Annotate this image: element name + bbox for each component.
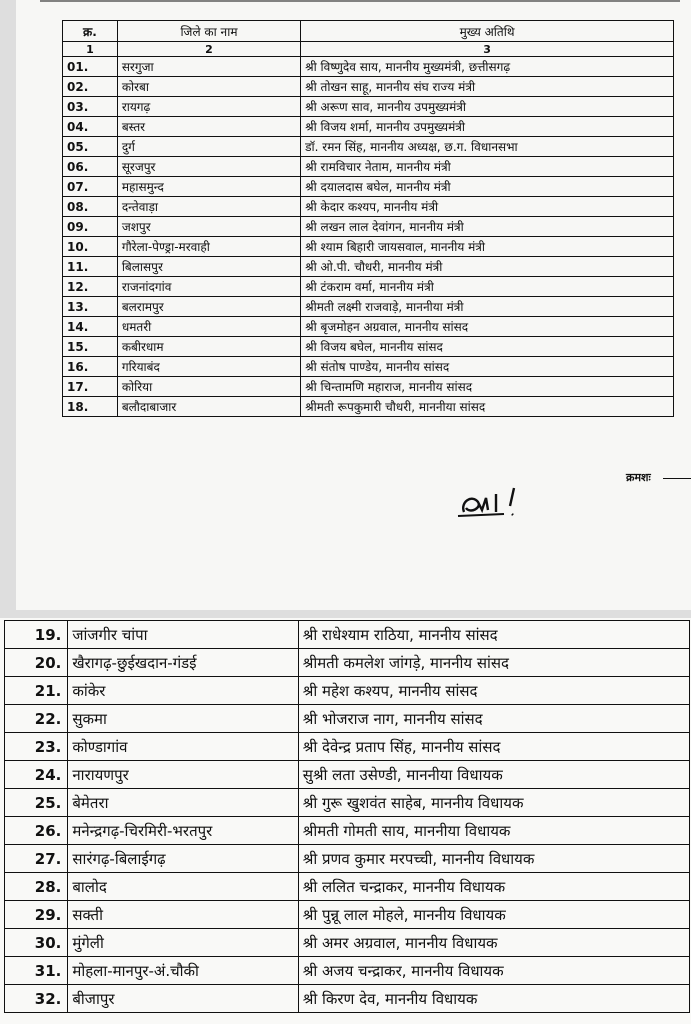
serial-cell: 20.	[5, 649, 68, 677]
district-cell: बलौदाबाजार	[117, 397, 300, 417]
district-cell: सुकमा	[68, 705, 298, 733]
serial-cell: 05.	[63, 137, 118, 157]
district-cell: मनेन्द्रगढ़-चिरमिरी-भरतपुर	[68, 817, 298, 845]
district-cell: रायगढ़	[117, 97, 300, 117]
table-row	[5, 761, 690, 789]
table-body-page-1	[63, 57, 674, 417]
district-cell: बेमेतरा	[68, 789, 298, 817]
district-cell: जांजगीर चांपा	[68, 621, 298, 649]
table-row	[63, 57, 674, 77]
column-number-row	[63, 42, 674, 57]
table-row	[5, 621, 690, 649]
guest-cell: श्री विजय शर्मा, माननीय उपमुख्यमंत्री	[301, 117, 674, 137]
table-row	[63, 197, 674, 217]
district-cell: बालोद	[68, 873, 298, 901]
district-cell: जशपुर	[117, 217, 300, 237]
table-row	[5, 957, 690, 985]
guest-cell: श्री विजय बघेल, माननीय सांसद	[301, 337, 674, 357]
table-row	[5, 817, 690, 845]
serial-cell: 26.	[5, 817, 68, 845]
guest-cell: श्री किरण देव, माननीय विधायक	[298, 985, 689, 1013]
district-cell: कोण्डागांव	[68, 733, 298, 761]
serial-cell: 07.	[63, 177, 118, 197]
guest-cell: श्री राधेश्याम राठिया, माननीय सांसद	[298, 621, 689, 649]
district-cell: कोरिया	[117, 377, 300, 397]
serial-cell: 10.	[63, 237, 118, 257]
district-cell: धमतरी	[117, 317, 300, 337]
serial-cell: 12.	[63, 277, 118, 297]
table-row	[5, 929, 690, 957]
table-row	[63, 377, 674, 397]
district-cell: कबीरधाम	[117, 337, 300, 357]
table-row	[5, 649, 690, 677]
guest-cell: श्री गुरू खुशवंत साहेब, माननीय विधायक	[298, 789, 689, 817]
guest-cell: श्री श्याम बिहारी जायसवाल, माननीय मंत्री	[301, 237, 674, 257]
serial-cell: 02.	[63, 77, 118, 97]
district-cell: मोहला-मानपुर-अं.चौकी	[68, 957, 298, 985]
district-cell: महासमुन्द	[117, 177, 300, 197]
table-row	[63, 137, 674, 157]
guest-cell: सुश्री लता उसेण्डी, माननीया विधायक	[298, 761, 689, 789]
guest-cell: श्री संतोष पाण्डेय, माननीय सांसद	[301, 357, 674, 377]
guest-cell: श्री देवेन्द्र प्रताप सिंह, माननीय सांसद	[298, 733, 689, 761]
table-row	[63, 157, 674, 177]
guest-table-page-2	[4, 620, 690, 1013]
table-row	[63, 357, 674, 377]
serial-cell: 16.	[63, 357, 118, 377]
district-cell: दुर्ग	[117, 137, 300, 157]
table-row	[63, 237, 674, 257]
guest-cell: श्री केदार कश्यप, माननीय मंत्री	[301, 197, 674, 217]
table-row	[5, 705, 690, 733]
guest-cell: श्री ललित चन्द्राकर, माननीय विधायक	[298, 873, 689, 901]
guest-cell: श्री अमर अग्रवाल, माननीय विधायक	[298, 929, 689, 957]
serial-cell: 09.	[63, 217, 118, 237]
table-row	[5, 733, 690, 761]
district-cell: मुंगेली	[68, 929, 298, 957]
district-cell: गौरेला-पेण्ड्रा-मरवाही	[117, 237, 300, 257]
header-serial: क्र.	[63, 21, 118, 42]
table-row	[5, 677, 690, 705]
district-cell: गरियाबंद	[117, 357, 300, 377]
guest-cell: श्री टंकराम वर्मा, माननीय मंत्री	[301, 277, 674, 297]
table-row	[5, 845, 690, 873]
district-cell: बस्तर	[117, 117, 300, 137]
serial-cell: 04.	[63, 117, 118, 137]
serial-cell: 18.	[63, 397, 118, 417]
district-cell: कोरबा	[117, 77, 300, 97]
guest-cell: श्री महेश कश्यप, माननीय सांसद	[298, 677, 689, 705]
guest-table-page-1	[62, 20, 674, 417]
column-number: 3	[301, 42, 674, 57]
serial-cell: 25.	[5, 789, 68, 817]
district-cell: बिलासपुर	[117, 257, 300, 277]
district-cell: दन्तेवाड़ा	[117, 197, 300, 217]
serial-cell: 17.	[63, 377, 118, 397]
serial-cell: 29.	[5, 901, 68, 929]
serial-cell: 23.	[5, 733, 68, 761]
serial-cell: 08.	[63, 197, 118, 217]
table-row	[63, 397, 674, 417]
guest-cell: श्री ओ.पी. चौधरी, माननीय मंत्री	[301, 257, 674, 277]
guest-cell: डॉ. रमन सिंह, माननीय अध्यक्ष, छ.ग. विधानसभा	[301, 137, 674, 157]
guest-cell: श्रीमती रूपकुमारी चौधरी, माननीया सांसद	[301, 397, 674, 417]
serial-cell: 32.	[5, 985, 68, 1013]
table-row	[63, 257, 674, 277]
guest-cell: श्री भोजराज नाग, माननीय सांसद	[298, 705, 689, 733]
continued-label: क्रमशः	[626, 471, 651, 484]
table-row	[63, 217, 674, 237]
guest-cell: श्री लखन लाल देवांगन, माननीय मंत्री	[301, 217, 674, 237]
table-row	[63, 77, 674, 97]
district-cell: सूरजपुर	[117, 157, 300, 177]
table-row	[63, 177, 674, 197]
district-cell: सारंगढ़-बिलाईगढ़	[68, 845, 298, 873]
continued-dash	[663, 478, 691, 479]
table-row	[63, 337, 674, 357]
guest-cell: श्रीमती लक्ष्मी राजवाड़े, माननीया मंत्री	[301, 297, 674, 317]
column-number: 2	[117, 42, 300, 57]
district-cell: बीजापुर	[68, 985, 298, 1013]
guest-cell: श्री अरूण साव, माननीय उपमुख्यमंत्री	[301, 97, 674, 117]
table-row	[5, 873, 690, 901]
district-cell: सरगुजा	[117, 57, 300, 77]
table-header-row	[63, 21, 674, 42]
serial-cell: 22.	[5, 705, 68, 733]
table-row	[5, 985, 690, 1013]
serial-cell: 11.	[63, 257, 118, 277]
serial-cell: 27.	[5, 845, 68, 873]
district-cell: नारायणपुर	[68, 761, 298, 789]
guest-cell: श्री रामविचार नेताम, माननीय मंत्री	[301, 157, 674, 177]
district-cell: बलरामपुर	[117, 297, 300, 317]
serial-cell: 15.	[63, 337, 118, 357]
table-row	[63, 297, 674, 317]
serial-cell: 24.	[5, 761, 68, 789]
district-cell: राजनांदगांव	[117, 277, 300, 297]
guest-cell: श्री दयालदास बघेल, माननीय मंत्री	[301, 177, 674, 197]
table-row	[5, 789, 690, 817]
header-guest: मुख्य अतिथि	[301, 21, 674, 42]
serial-cell: 03.	[63, 97, 118, 117]
guest-cell: श्री प्रणव कुमार मरपच्ची, माननीय विधायक	[298, 845, 689, 873]
header-district: जिले का नाम	[117, 21, 300, 42]
table-body-page-2	[5, 621, 690, 1013]
guest-cell: श्रीमती गोमती साय, माननीया विधायक	[298, 817, 689, 845]
serial-cell: 06.	[63, 157, 118, 177]
guest-cell: श्री बृजमोहन अग्रवाल, माननीय सांसद	[301, 317, 674, 337]
guest-cell: श्री विष्णुदेव साय, माननीय मुख्यमंत्री, छत्तीसगढ़	[301, 57, 674, 77]
table-row	[63, 317, 674, 337]
table-row	[63, 117, 674, 137]
guest-cell: श्री पुन्नू लाल मोहले, माननीय विधायक	[298, 901, 689, 929]
column-number: 1	[63, 42, 118, 57]
district-cell: सक्ती	[68, 901, 298, 929]
table-row	[5, 901, 690, 929]
table-row	[63, 97, 674, 117]
serial-cell: 01.	[63, 57, 118, 77]
serial-cell: 30.	[5, 929, 68, 957]
guest-cell: श्री अजय चन्द्राकर, माननीय विधायक	[298, 957, 689, 985]
serial-cell: 19.	[5, 621, 68, 649]
district-cell: खैरागढ़-छुईखदान-गंडई	[68, 649, 298, 677]
serial-cell: 13.	[63, 297, 118, 317]
guest-cell: श्री तोखन साहू, माननीय संघ राज्य मंत्री	[301, 77, 674, 97]
district-cell: कांकेर	[68, 677, 298, 705]
guest-cell: श्रीमती कमलेश जांगड़े, माननीय सांसद	[298, 649, 689, 677]
guest-cell: श्री चिन्तामणि महाराज, माननीय सांसद	[301, 377, 674, 397]
table-row	[63, 277, 674, 297]
signature-mark	[452, 484, 562, 524]
serial-cell: 28.	[5, 873, 68, 901]
serial-cell: 31.	[5, 957, 68, 985]
serial-cell: 21.	[5, 677, 68, 705]
serial-cell: 14.	[63, 317, 118, 337]
cropped-header-line	[40, 0, 680, 8]
